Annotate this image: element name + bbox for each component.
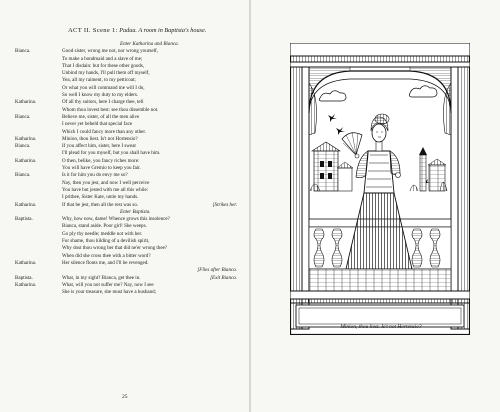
speaker-name: Katharina.: [15, 99, 37, 106]
line-text: Enter Katharina and Bianca.: [120, 41, 179, 47]
line-text: Nay, then you jest, and now I well perceive: [62, 179, 150, 186]
scene-header: [68, 27, 248, 34]
speaker-name: Bianca.: [15, 172, 31, 179]
scene-location: Padua. A room in Baptista's house.: [119, 27, 207, 34]
dialogue-line: [15, 275, 245, 282]
dialogue-line: [15, 194, 245, 201]
line-text: Her silence flouts me, and I'll be revenged.: [62, 259, 149, 266]
dialogue-line: [15, 129, 245, 136]
line-text: You will have Gremio to keep you fair.: [62, 165, 141, 172]
dialogue-line: [15, 202, 245, 209]
dialogue-line: [15, 48, 245, 55]
line-text: Or what you will command me will I do,: [62, 84, 145, 91]
speaker-name: Katharina.: [15, 135, 37, 142]
dialogue-line: [15, 231, 245, 238]
dialogue-line: [15, 253, 245, 260]
illustration-caption: Minion, thou liest. Is't not Hortensio?: [340, 324, 422, 330]
dialogue-line: [15, 267, 245, 274]
left-page: [0, 0, 249, 412]
speaker-name: Baptista.: [15, 274, 33, 281]
speaker-name: Baptista.: [15, 216, 33, 223]
line-text: I never yet beheld that special face: [62, 121, 133, 128]
speaker-name: Katharina.: [15, 281, 37, 288]
line-text: I prithee, Sister Kate, untie my hands.: [62, 194, 139, 201]
dialogue-line: [15, 56, 245, 63]
dialogue-line: [15, 289, 245, 296]
dialogue-line: [15, 150, 245, 157]
line-text: Enter Baptista.: [120, 208, 151, 215]
line-text: When did she cross thee with a bitter word?: [62, 252, 151, 259]
dialogue-line: [15, 107, 245, 114]
line-text: You have but jested with me all this while:: [62, 186, 149, 193]
line-text: If that be jest, then all the rest was so.: [62, 201, 139, 208]
dialogue-line: [15, 158, 245, 165]
dialogue-line: [15, 282, 245, 289]
line-text: Minion, thou liest. Is't not Hortensio?: [62, 135, 138, 142]
speaker-name: Bianca.: [15, 143, 31, 150]
line-text: Why dost thou wrong her that did ne'er wrong thee?: [62, 245, 168, 252]
line-text: What, in my sight? Bianca, get thee in.: [62, 274, 141, 281]
line-text: Is it for him you do envy me so?: [62, 172, 128, 179]
dialogue-line: [15, 172, 245, 179]
line-text: Which I could fancy more than any other.: [62, 128, 147, 135]
line-text: Unbind my hands, I'll pull them off myself,: [62, 70, 150, 77]
line-text: Of all thy suitors, here I charge thee, tell: [62, 99, 144, 106]
line-text: What, will you not suffer me? Nay, now I see: [62, 281, 154, 288]
line-text: I'll plead for you myself, but you shall have him.: [62, 150, 161, 157]
line-text: O then, belike, you fancy riches more:: [62, 157, 140, 164]
dialogue-line: [15, 216, 245, 223]
dialogue-line: [15, 245, 245, 252]
inline-stage-direction: [Flies after Bianca.: [197, 267, 237, 274]
line-text: If you affect him, sister, here I swear: [62, 143, 137, 150]
speaker-name: Katharina.: [15, 201, 37, 208]
line-text: Whom thou lovest best: see thou dissemble not.: [62, 106, 159, 113]
line-text: She is your treasure, she must have a husband;: [62, 289, 157, 296]
act-heading: ACT II. Scene 1:: [68, 27, 118, 34]
line-text: Why, how now, dame! Whence grows this insolence?: [62, 216, 170, 223]
line-text: Bianca, stand aside. Poor girl! She weeps.: [62, 223, 147, 230]
woodcut-illustration: [290, 43, 470, 335]
line-text: To make a bondmaid and a slave of me;: [62, 55, 143, 62]
line-text: Good sister, wrong me not, nor wrong yourself,: [62, 48, 158, 55]
dialogue-line: [15, 180, 245, 187]
inline-stage-direction: [Strikes her.: [212, 201, 237, 208]
dialogue-line: [15, 223, 245, 230]
line-text: That I disdain: but for these other goods,: [62, 62, 145, 69]
line-text: For shame, thou hilding of a devilish spirit,: [62, 238, 150, 245]
speaker-name: Bianca.: [15, 48, 31, 55]
stage-direction-line: [15, 209, 245, 216]
play-text: [15, 41, 245, 296]
dialogue-line: [15, 85, 245, 92]
dialogue-line: [15, 187, 245, 194]
speaker-name: Bianca.: [15, 113, 31, 120]
line-text: Go ply thy needle; meddle not with her.: [62, 230, 143, 237]
dialogue-line: [15, 77, 245, 84]
dialogue-line: [15, 121, 245, 128]
inline-stage-direction: [Exit Bianca.: [210, 274, 237, 281]
dialogue-line: [15, 99, 245, 106]
line-text: Yea, all my raiment, to my petticoat;: [62, 77, 136, 84]
dialogue-line: [15, 165, 245, 172]
dialogue-line: [15, 70, 245, 77]
line-text: Believe me, sister, of all the men alive: [62, 113, 140, 120]
speaker-name: Katharina.: [15, 157, 37, 164]
line-text: So well I know my duty to my elders.: [62, 92, 139, 99]
page-number: 25: [122, 394, 128, 400]
dialogue-line: [15, 238, 245, 245]
speaker-name: Katharina.: [15, 259, 37, 266]
